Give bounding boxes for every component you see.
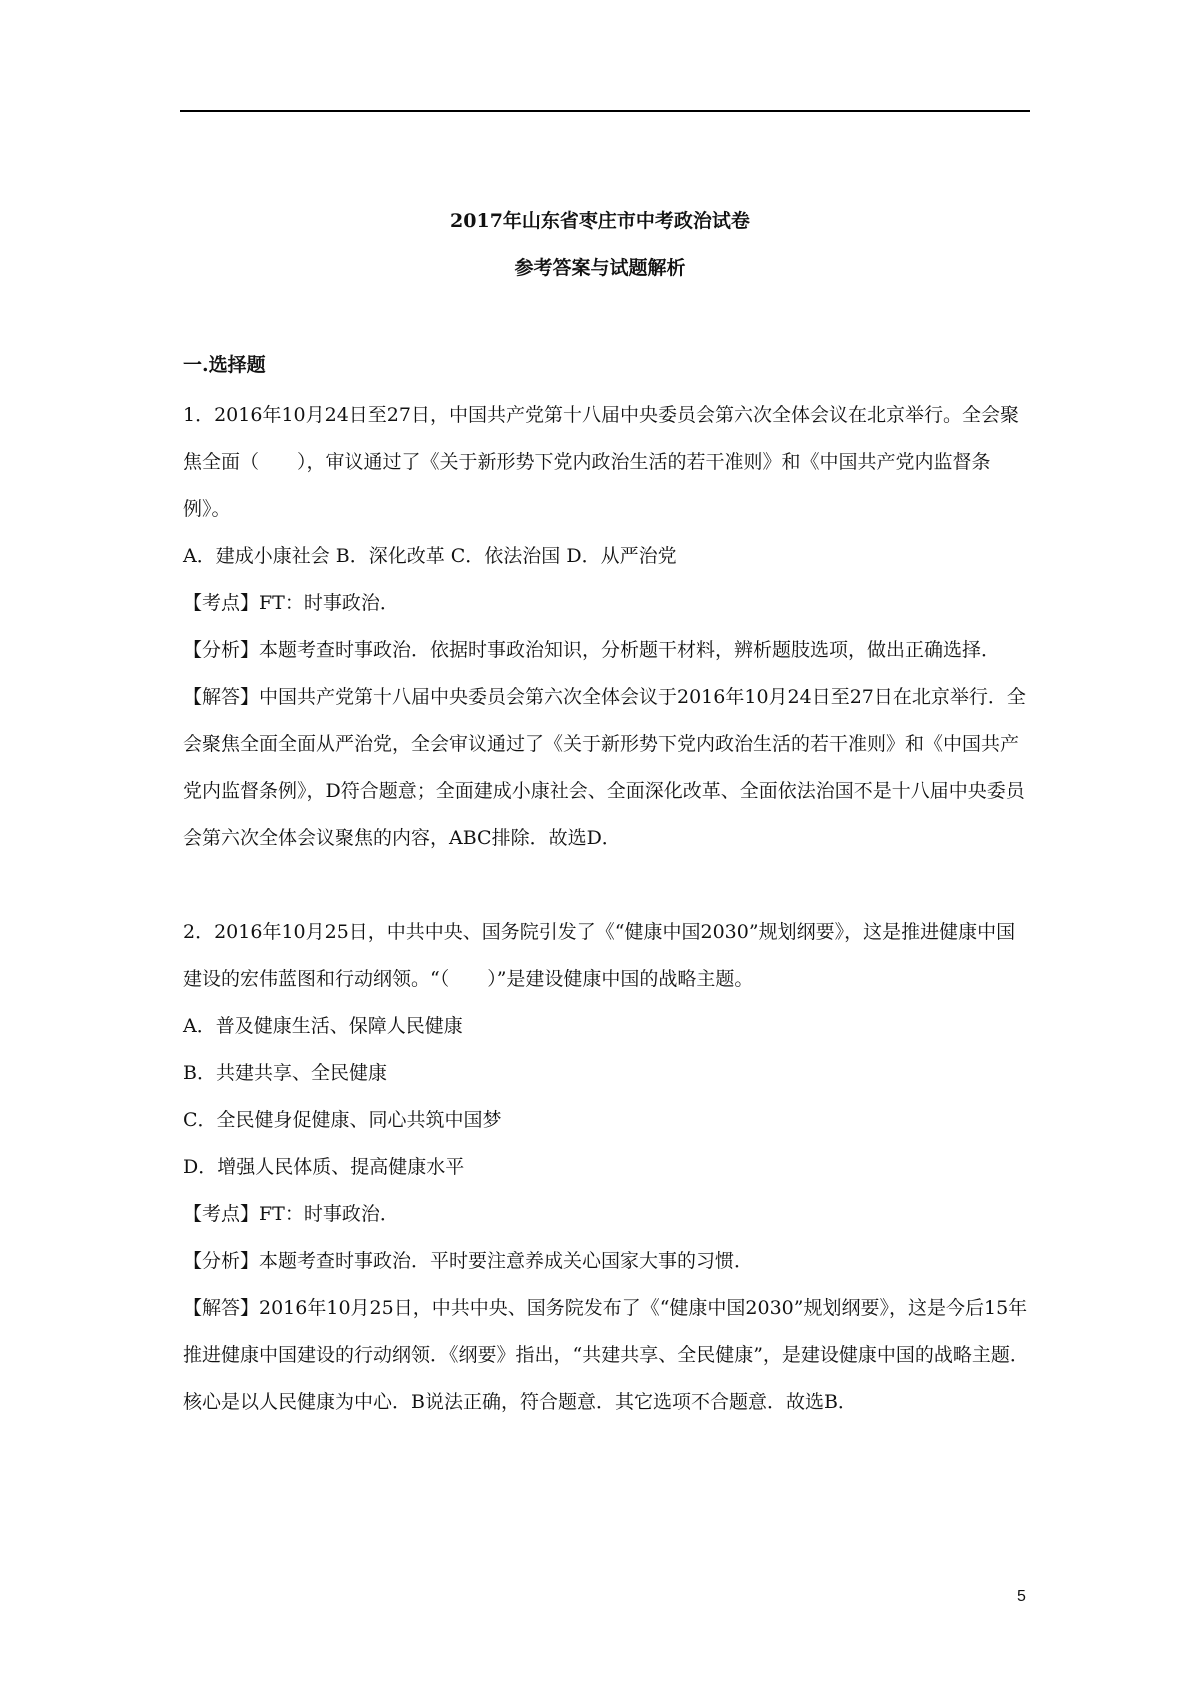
kaodian-text: 【考点】FT：时事政治． [183, 1203, 399, 1225]
fenxi-text: 【分析】本题考查时事政治．平时要注意养成关心国家大事的习惯． [183, 1250, 754, 1272]
fenxi-text: 【分析】本题考查时事政治．依据时事政治知识，分析题干材料，辨析题肢选项，做出正确选择． [183, 639, 1001, 661]
question-stem: 2．2016年10月25日，中共中央、国务院引发了《“健康中国2030”规划纲要》，这是推进健康中国建设的宏伟蓝图和行动纲领。“（ ）”是建设健康中国的战略主题。 [183, 921, 1016, 990]
question-2 [183, 909, 1030, 1426]
kaodian-text: 【考点】FT：时事政治． [183, 592, 399, 614]
page-subtitle: 参考答案与试题解析 [514, 257, 686, 279]
option-b: B．共建共享、全民健康 [183, 1062, 387, 1084]
option-a: A．普及健康生活、保障人民健康 [183, 1015, 463, 1037]
document-body [183, 392, 1030, 1426]
question-stem: 1．2016年10月24日至27日，中国共产党第十八届中央委员会第六次全体会议在北京举行。全会聚焦全面（ ），审议通过了《关于新形势下党内政治生活的若干准则》和《中国共产党内监督条例》。 [183, 404, 1019, 520]
jieda-text: 【解答】中国共产党第十八届中央委员会第六次全体会议于2016年10月24日至27日在北京举行．全会聚焦全面全面从严治党，全会审议通过了《关于新形势下党内政治生活的若干准则》和《中国共产党内监督条例》，D符合题意；全面建成小康社会、全面深化改革、全面依法治国不是十八届中央委员会第六次全体会议聚焦的内容，ABC排除．故选D． [183, 686, 1026, 849]
page-title: 2017年山东省枣庄市中考政治试卷 [450, 210, 750, 232]
question-1 [183, 392, 1030, 862]
jieda-text: 【解答】2016年10月25日，中共中央、国务院发布了《“健康中国2030”规划纲要》，这是今后15年推进健康中国建设的行动纲领．《纲要》指出，“共建共享、全民健康”，是建设健康中国的战略主题．核心是以人民健康为中心．B说法正确，符合题意．其它选项不合题意．故选B． [183, 1297, 1029, 1413]
option-d: D．增强人民体质、提高健康水平 [183, 1156, 465, 1178]
section-heading: 一.选择题 [183, 354, 266, 376]
option-c: C．全民健身促健康、同心共筑中国梦 [183, 1109, 502, 1131]
page-number: 5 [1017, 1588, 1026, 1605]
header-rule [180, 110, 1030, 112]
question-options: A．建成小康社会 B．深化改革 C．依法治国 D．从严治党 [183, 545, 677, 567]
